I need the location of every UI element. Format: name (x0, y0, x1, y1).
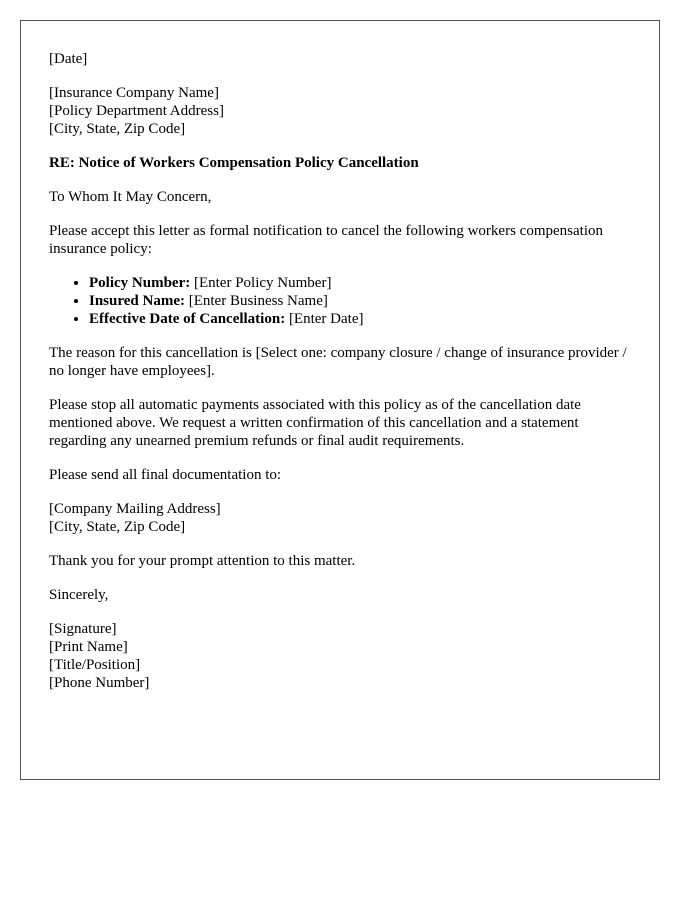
signature-line: [Signature] (49, 621, 117, 637)
list-item (89, 292, 631, 310)
recipient-company: [Insurance Company Name] (49, 85, 219, 101)
policy-details-list (49, 274, 631, 328)
detail-label: Effective Date of Cancellation: (89, 311, 286, 327)
phone-line: [Phone Number] (49, 675, 150, 691)
detail-value: [Enter Policy Number] (190, 275, 332, 291)
intro-paragraph: Please accept this letter as formal notification to cancel the following workers compensation insurance policy: (49, 223, 603, 257)
date-line: [Date] (49, 51, 88, 67)
reason-paragraph: The reason for this cancellation is [Select one: company closure / change of insurance provider / no longer have employees]. (49, 345, 627, 379)
list-item (89, 310, 631, 328)
signature-block (49, 620, 631, 692)
mailing-address: [Company Mailing Address] (49, 501, 221, 517)
payments-paragraph: Please stop all automatic payments associated with this policy as of the cancellation date mentioned above. We request a written confirmation of this cancellation and a statement regarding any unearned premium refunds or final audit requirements. (49, 397, 581, 449)
detail-label: Insured Name: (89, 293, 185, 309)
mailing-block (49, 500, 631, 536)
thanks-paragraph: Thank you for your prompt attention to this matter. (49, 553, 356, 569)
salutation: To Whom It May Concern, (49, 189, 212, 205)
letter-page (20, 20, 660, 780)
detail-label: Policy Number: (89, 275, 191, 291)
print-name-line: [Print Name] (49, 639, 128, 655)
recipient-city: [City, State, Zip Code] (49, 121, 186, 137)
list-item (89, 274, 631, 292)
title-line: [Title/Position] (49, 657, 141, 673)
send-to-paragraph: Please send all final documentation to: (49, 467, 282, 483)
detail-value: [Enter Date] (285, 311, 364, 327)
recipient-address: [Policy Department Address] (49, 103, 224, 119)
recipient-block (49, 84, 631, 138)
closing-line: Sincerely, (49, 587, 109, 603)
mailing-city: [City, State, Zip Code] (49, 519, 186, 535)
detail-value: [Enter Business Name] (184, 293, 328, 309)
subject-line: RE: Notice of Workers Compensation Policy Cancellation (49, 155, 419, 171)
